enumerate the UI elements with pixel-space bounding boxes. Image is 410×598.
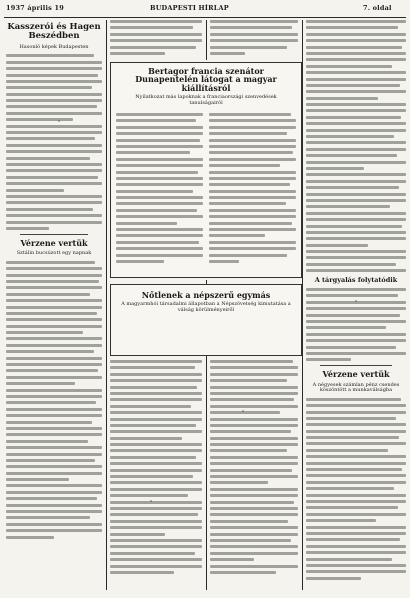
- article-3-body-right: [209, 113, 296, 266]
- article-6-subtitle: A négyesek számlan pénz csendes köszöntött a munkaválságba: [312, 381, 400, 394]
- column-2-lower: [110, 360, 202, 592]
- article-2-title: Vérzene vertük: [20, 237, 88, 248]
- column-1: [6, 20, 102, 595]
- column-rule: [206, 20, 207, 60]
- print-speck: [150, 500, 152, 502]
- feature-article-box: [110, 62, 302, 278]
- masthead-rule: [4, 17, 406, 18]
- column-3-top: [210, 20, 298, 60]
- column-3-lower: [210, 360, 298, 592]
- article-1-subtitle: Hasonló képek Budapesten: [19, 43, 89, 50]
- print-speck: [242, 410, 244, 412]
- second-article-box: [110, 284, 302, 356]
- print-speck: [58, 120, 60, 122]
- print-speck: [355, 300, 357, 302]
- article-1-title: Kasszerói és Hagen Beszédben: [7, 22, 101, 41]
- article-3-title: Bertagor francia szenátor Dunapentelén látogat a magyar kiállításról: [135, 66, 277, 93]
- column-4-top-body: [306, 20, 406, 272]
- article-4-subtitle: A magyarmhói társadalmi állapotban a Népszövetség kimutatása a válság körülményeiről: [121, 301, 291, 313]
- article-3-subtitle: Nyilatkozat más lapoknak a franciaországi szenvedések tanulságairól: [135, 94, 277, 106]
- separator: [20, 234, 88, 235]
- separator: [320, 365, 392, 366]
- column-rule: [302, 20, 303, 590]
- page-number: 7. oldal: [363, 4, 392, 12]
- article-6-title: Vérzene vertük: [322, 369, 390, 380]
- column-rule: [106, 20, 107, 590]
- article-1-body: [6, 54, 102, 230]
- page-date: 1937 április 19: [6, 4, 64, 12]
- article-3-body-left: [116, 113, 203, 266]
- paper-title: BUDAPESTI HÍRLAP: [150, 4, 229, 12]
- column-4-bottom-body: [306, 398, 406, 580]
- column-4: [306, 20, 406, 595]
- article-5-title: A tárgyalás folytatódik: [314, 276, 398, 285]
- column-2-top: [110, 20, 202, 60]
- article-4-title: Nőtlenek a népszerű egymás: [141, 290, 271, 300]
- article-2-body: [6, 261, 102, 539]
- article-2-subtitle: Sztálin bucsúzott egy napnak: [16, 250, 92, 257]
